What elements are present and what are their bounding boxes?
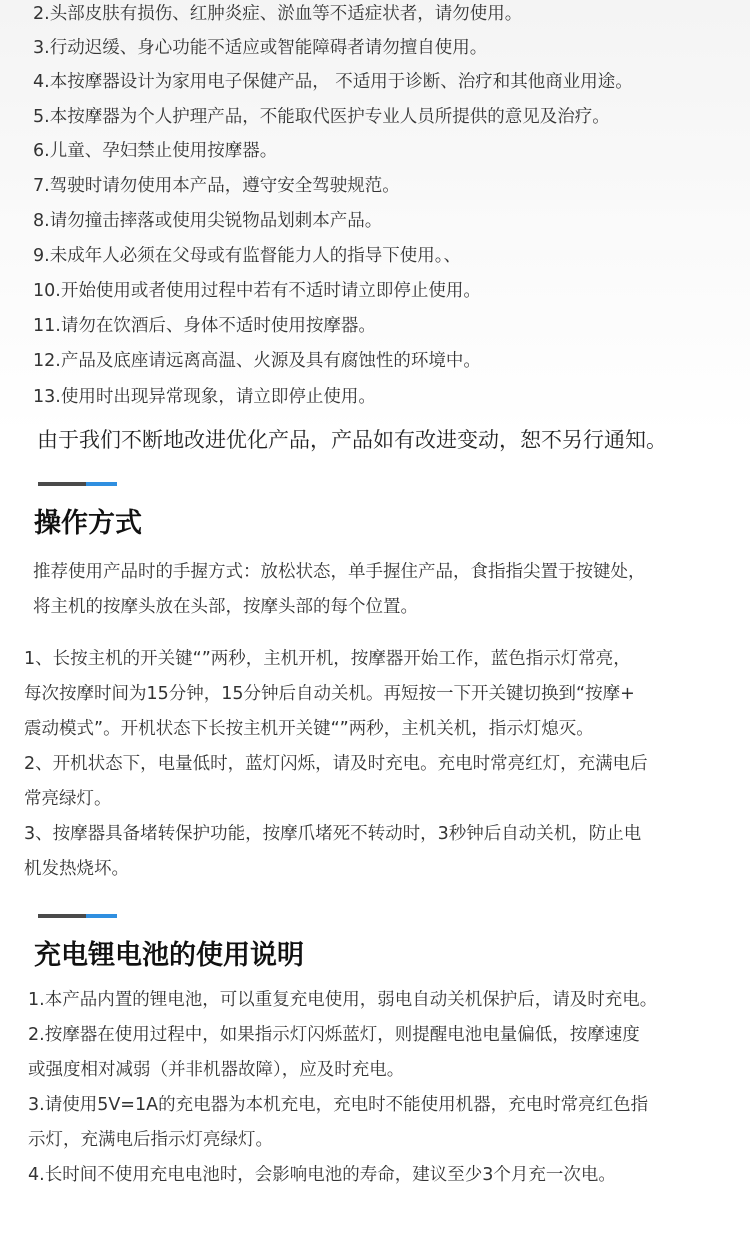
operation-step-line: 机发热烧坏。 bbox=[24, 859, 129, 879]
operation-step-line: 震动模式”。开机状态下长按主机开关键“”两秒，主机关机，指示灯熄灭。 bbox=[24, 719, 594, 739]
section-divider bbox=[38, 482, 117, 486]
operation-step-line: 3、按摩器具备堵转保护功能，按摩爪堵死不转动时，3秒钟后自动关机，防止电 bbox=[24, 824, 642, 844]
warning-item: 6.儿童、孕妇禁止使用按摩器。 bbox=[33, 141, 278, 161]
operation-step-line: 常亮绿灯。 bbox=[24, 789, 112, 809]
operation-step-line: 2、开机状态下，电量低时，蓝灯闪烁，请及时充电。充电时常亮红灯，充满电后 bbox=[24, 754, 648, 774]
operation-intro-line: 将主机的按摩头放在头部，按摩头部的每个位置。 bbox=[33, 597, 418, 617]
battery-line: 4.长时间不使用充电电池时，会影响电池的寿命，建议至少3个月充一次电。 bbox=[28, 1165, 616, 1185]
battery-line: 3.请使用5V=1A的充电器为本机充电，充电时不能使用机器，充电时常亮红色指 bbox=[28, 1095, 649, 1115]
battery-line: 1.本产品内置的锂电池，可以重复充电使用，弱电自动关机保护后，请及时充电。 bbox=[28, 990, 658, 1010]
divider-accent-segment bbox=[86, 914, 117, 918]
warning-item: 7.驾驶时请勿使用本产品，遵守安全驾驶规范。 bbox=[33, 176, 400, 196]
warning-item: 11.请勿在饮酒后、身体不适时使用按摩器。 bbox=[33, 316, 376, 336]
warning-item: 8.请勿撞击摔落或使用尖锐物品划刺本产品。 bbox=[33, 211, 383, 231]
notice-text: 由于我们不断地改进优化产品，产品如有改进变动，恕不另行通知。 bbox=[37, 428, 667, 452]
warning-item: 9.未成年人必须在父母或有监督能力人的指导下使用。、 bbox=[33, 246, 461, 266]
divider-dark-segment bbox=[38, 914, 86, 918]
warning-item: 13.使用时出现异常现象，请立即停止使用。 bbox=[33, 387, 376, 407]
section-divider bbox=[38, 914, 117, 918]
battery-line: 或强度相对减弱（并非机器故障），应及时充电。 bbox=[28, 1060, 405, 1080]
operation-title: 操作方式 bbox=[34, 508, 142, 539]
battery-line: 2.按摩器在使用过程中，如果指示灯闪烁蓝灯，则提醒电池电量偏低，按摩速度 bbox=[28, 1025, 640, 1045]
warning-item: 3.行动迟缓、身心功能不适应或智能障碍者请勿擅自使用。 bbox=[33, 38, 488, 58]
operation-intro-line: 推荐使用产品时的手握方式：放松状态，单手握住产品，食指指尖置于按键处， bbox=[33, 562, 646, 582]
divider-dark-segment bbox=[38, 482, 86, 486]
divider-accent-segment bbox=[86, 482, 117, 486]
warning-item: 4.本按摩器设计为家用电子保健产品， 不适用于诊断、治疗和其他商业用途。 bbox=[33, 72, 633, 92]
warning-item: 2.头部皮肤有损伤、红肿炎症、淤血等不适症状者，请勿使用。 bbox=[33, 4, 523, 24]
warning-item: 12.产品及底座请远离高温、火源及具有腐蚀性的环境中。 bbox=[33, 351, 481, 371]
warning-item: 10.开始使用或者使用过程中若有不适时请立即停止使用。 bbox=[33, 281, 481, 301]
battery-line: 示灯，充满电后指示灯亮绿灯。 bbox=[28, 1130, 273, 1150]
operation-step-line: 1、长按主机的开关键“”两秒，主机开机，按摩器开始工作，蓝色指示灯常亮， bbox=[24, 649, 631, 669]
warning-item: 5.本按摩器为个人护理产品，不能取代医护专业人员所提供的意见及治疗。 bbox=[33, 107, 610, 127]
operation-step-line: 每次按摩时间为15分钟，15分钟后自动关机。再短按一下开关键切换到“按摩+ bbox=[24, 684, 635, 704]
battery-title: 充电锂电池的使用说明 bbox=[34, 940, 304, 971]
